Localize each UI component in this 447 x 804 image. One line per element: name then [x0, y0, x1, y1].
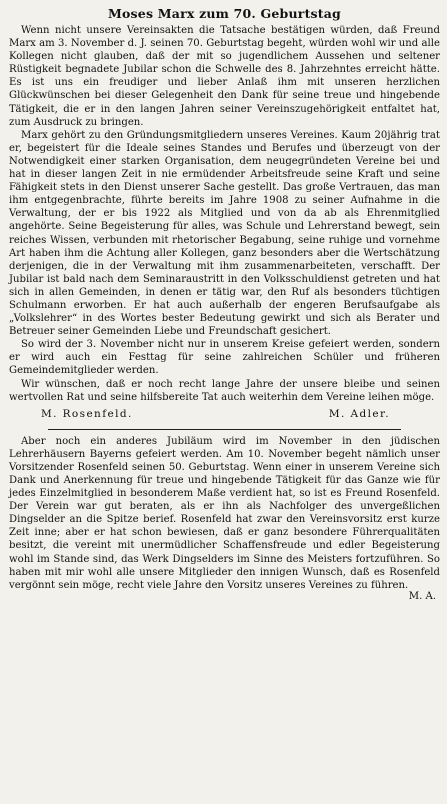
signature-line	[9, 407, 440, 421]
paragraph: Wenn nicht unsere Vereinsakten die Tatsache bestätigen würden, daß Freund Marx am 3. November d. J. seinen 70. Geburtstag begeht, würden wohl wir und alle Kollegen nicht glauben, daß der mit so jugendlichem Aussehen und seltener Rüstigkeit begnadete Jubilar schon die Schwelle des 8. Jahrzehntes erreicht hätte. Es ist uns ein freudiger und lieber Anlaß ihm mit unseren herzlichen Glückwünschen bei dieser Gelegenheit den Dank für seine treue und hingebende Tätigkeit, die er in den langen Jahren seiner Vereinszugehörigkeit entfaltet hat, zum Ausdruck zu bringen.	[9, 25, 440, 128]
signature-rosenfeld: M. Rosenfeld.	[41, 407, 133, 420]
article-title: Moses Marx zum 70. Geburtstag	[107, 6, 341, 21]
signature-adler: M. Adler.	[328, 407, 390, 420]
article-rosenfeld-jubilee	[9, 435, 440, 603]
author-initials: M. A.	[408, 590, 436, 602]
article-moses-marx	[9, 6, 440, 421]
paragraph: Marx gehört zu den Gründungsmitgliedern unseres Vereines. Kaum 20jährig trat er, begeistert für die Ideale seines Standes und Berufes und überzeugt von der Notwendigkeit einer starken Organisation, dem neugegründeten Vereine bei und hat in dieser langen Zeit in nie ermüdender Arbeitsfreude seine Kraft und seine Fähigkeit stets in den Dienst unserer Sache gestellt. Das große Vertrauen, das man ihm entgegenbrachte, führte bereits im Jahre 1908 zu seiner Aufnahme in die Verwaltung, der er bis 1922 als Mitglied und von da ab als Ehrenmitglied angehörte. Seine Begeisterung für alles, was Schule und Lehrerstand bewegt, sein reiches Wissen, verbunden mit rhetorischer Begabung, seine ruhige und vornehme Art haben ihm die Achtung aller Kollegen, ganz besonders aber die Wertschätzung derjenigen, die in der Verwaltung mit ihm zusammenarbeiteten, verschafft. Der Jubilar ist bald nach dem Seminaraustritt in den Volksschuldienst getreten und hat sich in allen Gemeinden, in denen er tätig war, den Ruf als besonders tüchtigen Schulmann erworben. Er hat auch außerhalb der engeren Berufsaufgabe als „Volkslehrer“ in des Wortes bester Bedeutung gewirkt und sich als Berater und Betreuer seiner Gemeinden Liebe und Freundschaft gesichert.	[9, 129, 440, 338]
section-divider	[48, 429, 401, 430]
paragraph: Aber noch ein anderes Jubiläum wird im November in den jüdischen Lehrerhäusern Bayerns gefeiert werden. Am 10. November begeht nämlich unser Vorsitzender Rosenfeld seinen 50. Geburtstag. Wenn einer in unserem Vereine sich Dank und Anerkennung für treue und hingebende Tätigkeit für das Ganze wie für jedes Einzelmitglied in besonderem Maße verdient hat, so ist es Freund Rosenfeld. Der Verein war gut beraten, als er ihn als Nachfolger des unvergeßlichen Dingselder an die Spitze berief. Rosenfeld hat zwar den Vereinsvorsitz erst kurze Zeit inne; aber er hat schon bewiesen, daß er ganz besondere Führerqualitäten besitzt, die vereint mit unermüdlicher Schaffensfreude und edler Begeisterung wohl im Stande sind, das Werk Dingselders im Sinne des Meisters fortzuführen. So haben mit mir wohl alle unsere Mitglieder den innigen Wunsch, daß es Rosenfeld vergönnt sein möge, recht viele Jahre den Vorsitz unseres Vereines zu führen.	[9, 435, 440, 591]
paragraph: Wir wünschen, daß er noch recht lange Jahre der unsere bleibe und seinen wertvollen Rat und seine hilfsbereite Tat auch weiterhin dem Vereine leihen möge.	[9, 378, 440, 403]
paragraph: So wird der 3. November nicht nur in unserem Kreise gefeiert werden, sondern er wird auch ein Festtag für seine zahlreichen Schüler und früheren Gemeindemitglieder werden.	[9, 339, 440, 377]
